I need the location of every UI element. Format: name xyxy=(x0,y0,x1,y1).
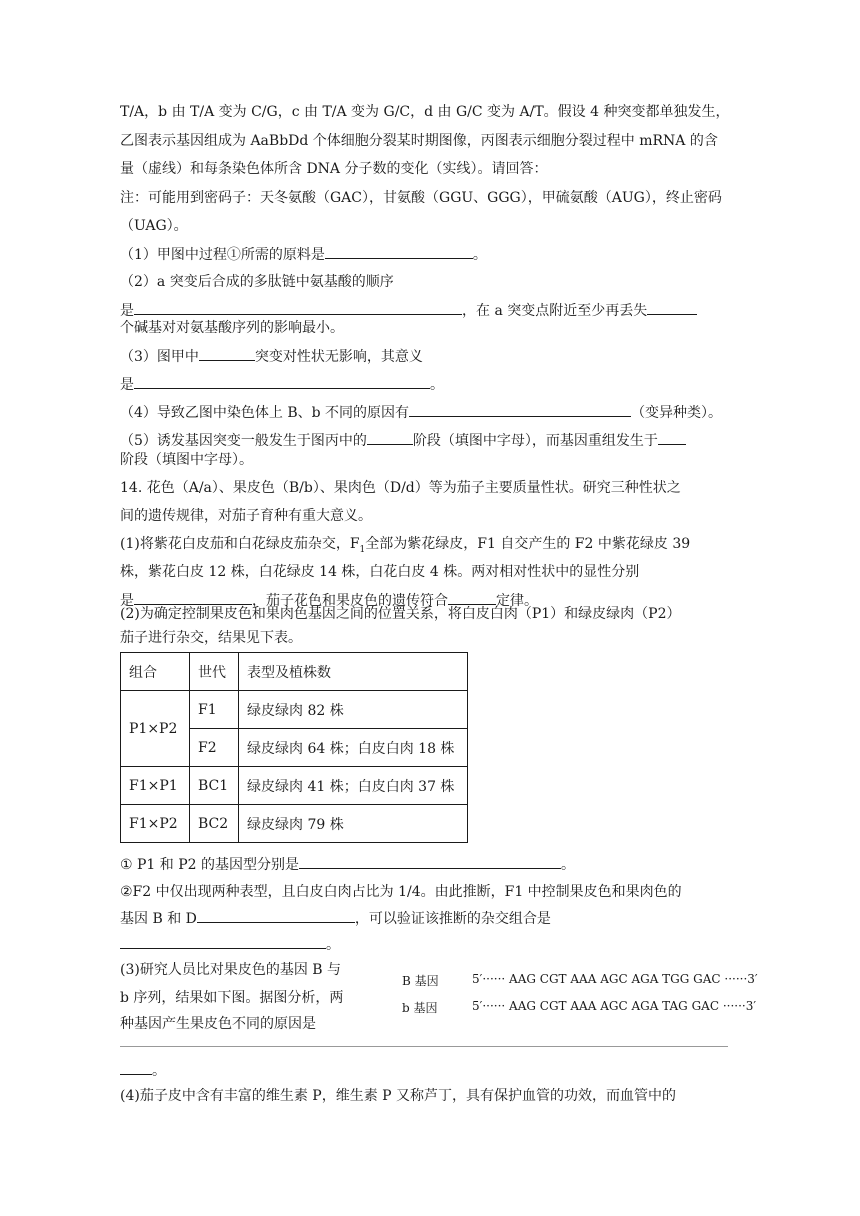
table-cell: P1×P2 xyxy=(121,691,190,767)
subquestion-2-line xyxy=(120,934,340,955)
part-1-line: 株，紫花白皮 12 株，白花绿皮 14 株，白花白皮 4 株。两对相对性状中的显性分别 xyxy=(120,564,640,580)
question-text: 定律。 xyxy=(496,593,538,609)
question-2-line: 个碱基对对氨基酸序列的影响最小。 xyxy=(120,320,344,336)
question-1 xyxy=(120,244,487,265)
part-2-line: 茄子进行杂交，结果见下表。 xyxy=(120,630,302,646)
question-text: 。 xyxy=(326,937,340,953)
question-text: ① P1 和 P2 的基因型分别是 xyxy=(120,857,300,873)
header-cell: 世代 xyxy=(190,653,239,691)
table-cell: 绿皮绿肉 64 株；白皮白肉 18 株 xyxy=(239,729,468,767)
answer-blank[interactable] xyxy=(647,300,697,315)
results-table xyxy=(120,652,468,843)
answer-blank[interactable] xyxy=(409,402,631,417)
question-text: 。 xyxy=(430,377,444,393)
question-text: 基因 B 和 D xyxy=(120,911,197,927)
answer-blank[interactable] xyxy=(134,374,430,389)
question-text: 。 xyxy=(472,247,487,263)
note-line: （UAG）。 xyxy=(120,218,188,234)
note-line: 注：可能用到密码子：天冬氨酸（GAC），甘氨酸（GGU、GGG），甲硫氨酸（AUG），终止密码 xyxy=(120,190,722,206)
answer-blank[interactable] xyxy=(448,590,496,605)
gene-b-sequence: 5′······ AAG CGT AAA AGC AGA TAG GAC ······3′ xyxy=(472,999,757,1013)
answer-blank[interactable] xyxy=(120,934,326,949)
table-row xyxy=(121,767,468,805)
answer-blank[interactable] xyxy=(199,346,255,361)
question-text: 是 xyxy=(120,377,134,393)
question-text: 。 xyxy=(561,857,576,873)
answer-blank[interactable] xyxy=(325,244,473,259)
table-cell: F1×P2 xyxy=(121,805,190,843)
question-text: （变异种类）。 xyxy=(631,405,723,421)
question-text: 阶段（填图中字母），而基因重组发生于 xyxy=(412,433,658,449)
question-text: （1）甲图中过程①所需的原料是 xyxy=(120,247,325,263)
answer-blank[interactable] xyxy=(134,300,462,315)
question-5 xyxy=(120,430,686,451)
header-cell: 组合 xyxy=(121,653,190,691)
table-cell: 绿皮绿肉 41 株；白皮白肉 37 株 xyxy=(239,767,468,805)
question-2: （2）a 突变后合成的多肽链中氨基酸的顺序 xyxy=(120,274,394,290)
part-3-line: 种基因产生果皮色不同的原因是 xyxy=(120,1016,316,1032)
table-row xyxy=(121,691,468,729)
subquestion-1 xyxy=(120,854,575,875)
part-4: (4)茄子皮中含有丰富的维生素 P，维生素 P 又称芦丁，具有保护血管的功效，而血管中的 xyxy=(120,1088,677,1104)
answer-blank[interactable] xyxy=(367,430,413,445)
answer-blank[interactable] xyxy=(134,590,252,605)
question-text: 全部为紫花绿皮，F1 自交产生的 F2 中紫花绿皮 39 xyxy=(365,536,691,552)
answer-line[interactable] xyxy=(120,1046,728,1047)
table-cell: 绿皮绿肉 82 株 xyxy=(239,691,468,729)
table-cell: F2 xyxy=(190,729,239,767)
gene-b-label: b 基因 xyxy=(402,1001,438,1015)
table-cell: F1×P1 xyxy=(121,767,190,805)
question-text: (1)将紫花白皮茄和白花绿皮茄杂交，F xyxy=(120,536,360,552)
question-4 xyxy=(120,402,722,423)
table-cell: BC2 xyxy=(190,805,239,843)
question-14-line: 间的遗传规律，对茄子育种有重大意义。 xyxy=(120,508,372,524)
question-text: ，茄子花色和果皮色的遗传符合 xyxy=(252,593,448,609)
part-1 xyxy=(120,534,690,560)
text-line: T/A，b 由 T/A 变为 C/G，c 由 T/A 变为 G/C，d 由 G/C 变为 A/T。假设 4 种突变都单独发生， xyxy=(120,104,730,120)
text-line: 量（虚线）和每条染色体所含 DNA 分子数的变化（实线）。请回答： xyxy=(120,161,548,177)
subquestion-2-line xyxy=(120,908,551,929)
question-text: （3）图甲中 xyxy=(120,349,199,365)
question-text: （4）导致乙图中染色体上 B、b 不同的原因有 xyxy=(120,405,410,421)
subquestion-2: ②F2 中仅出现两种表型，且白皮白肉占比为 1/4。由此推断，F1 中控制果皮色和果肉色的 xyxy=(120,884,682,900)
part-2: (2)为确定控制果皮色和果肉色基因之间的位置关系，将白皮白肉（P1）和绿皮绿肉（P2） xyxy=(120,606,681,622)
text-line: 乙图表示基因组成为 AaBbDd 个体细胞分裂某时期图像，丙图表示细胞分裂过程中 mRNA 的含 xyxy=(120,133,718,149)
answer-blank[interactable] xyxy=(658,430,686,445)
question-text: 是 xyxy=(120,303,134,319)
question-14: 14. 花色（A/a）、果皮色（B/b）、果肉色（D/d）等为茄子主要质量性状。研究三种性状之 xyxy=(120,480,681,496)
question-text: 突变对性状无影响，其意义 xyxy=(254,349,423,365)
table-cell: F1 xyxy=(190,691,239,729)
answer-blank[interactable] xyxy=(299,854,561,869)
question-text: （5）诱发基因突变一般发生于图丙中的 xyxy=(120,433,367,449)
gene-B-sequence: 5′······ AAG CGT AAA AGC AGA TGG GAC ······3′ xyxy=(472,972,758,986)
question-text: 。 xyxy=(152,1063,166,1079)
part-3: (3)研究人员比对果皮色的基因 B 与 xyxy=(120,962,342,978)
gene-B-label: B 基因 xyxy=(402,974,439,988)
part-3-line: b 序列，结果如下图。据图分析，两 xyxy=(120,990,344,1006)
question-3 xyxy=(120,346,423,367)
table-cell: BC1 xyxy=(190,767,239,805)
table-header-row xyxy=(121,653,468,691)
answer-blank[interactable] xyxy=(197,908,355,923)
question-3-line xyxy=(120,374,444,395)
question-text: 是 xyxy=(120,593,134,609)
answer-blank[interactable] xyxy=(120,1060,152,1075)
question-text: ，可以验证该推断的杂交组合是 xyxy=(354,911,551,927)
table-cell: 绿皮绿肉 79 株 xyxy=(239,805,468,843)
question-text: ，在 a 突变点附近至少再丢失 xyxy=(462,303,648,319)
part-3-line xyxy=(120,1060,166,1081)
subscript: 1 xyxy=(359,544,366,555)
question-5-line: 阶段（填图中字母）。 xyxy=(120,452,253,468)
table-row xyxy=(121,805,468,843)
header-cell: 表型及植株数 xyxy=(239,653,468,691)
